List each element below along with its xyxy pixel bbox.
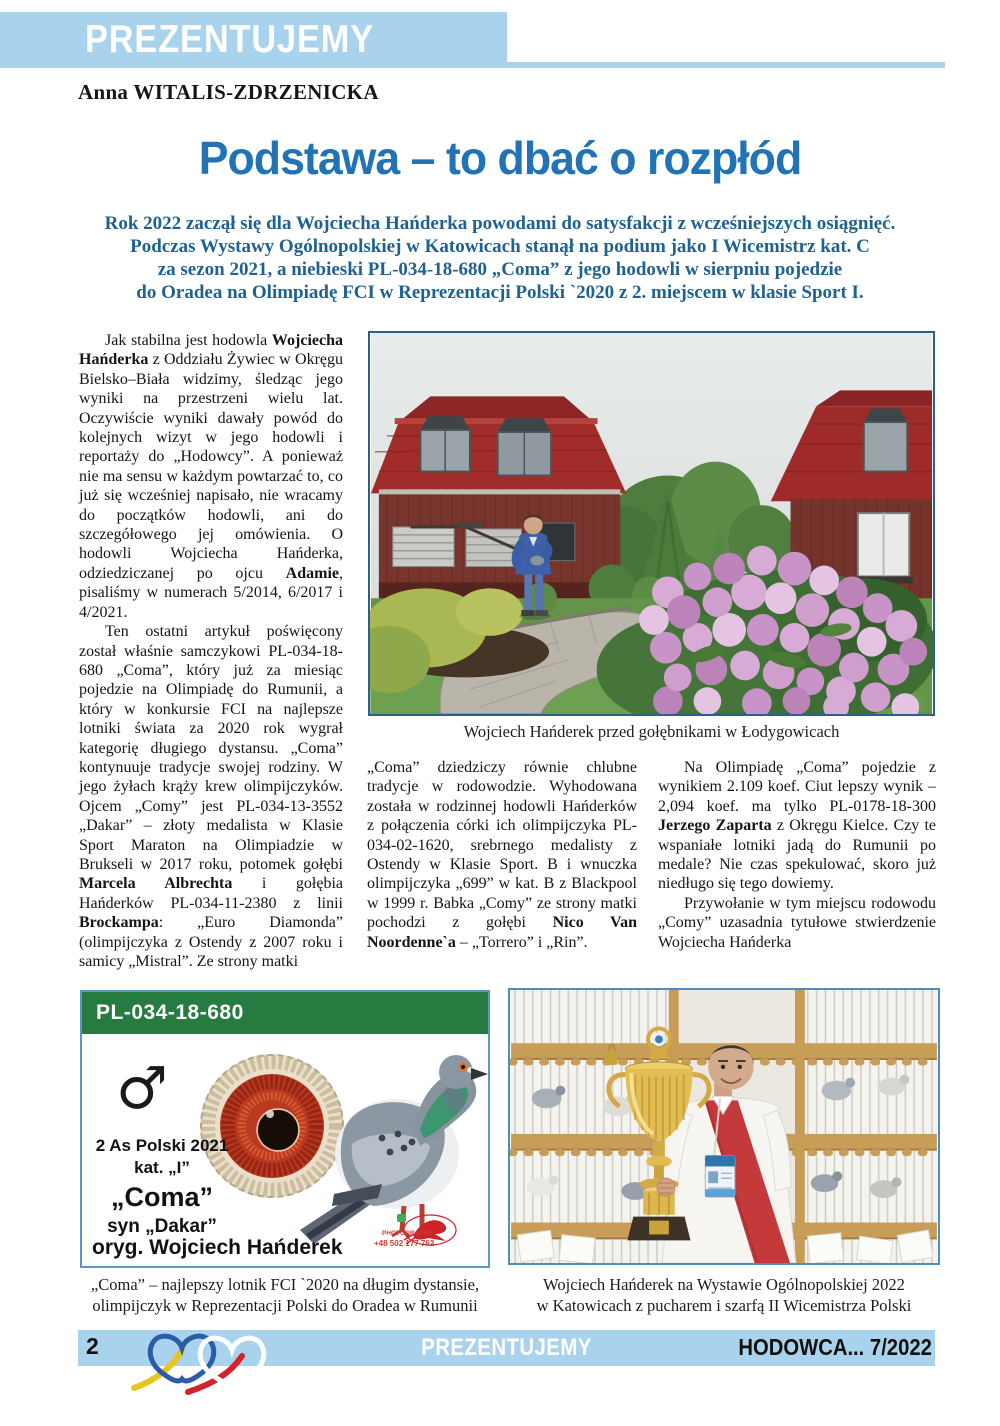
card-photo-credit-line-1: PHOTOGRAPHY — [382, 1230, 433, 1237]
body-paragraph: Przywołanie w tym miejscu rodowodu „Comy” uzasadnia tytułowe stwierdzenie Wojciecha Hańderka — [658, 894, 936, 951]
card-ring-number: PL-034-18-680 — [96, 1001, 244, 1024]
card-parentage: syn „Dakar” — [107, 1216, 217, 1237]
article-title: Podstawa – to dbać o rozpłód — [198, 132, 802, 184]
lofts-photo-caption: Wojciech Hańderek przed gołębnikami w Łodygowicach — [463, 722, 840, 741]
card-photo-credit-line-2: +48 502 177 762 — [374, 1239, 435, 1248]
card-origin: oryg. Wojciech Hańderek — [92, 1236, 343, 1259]
article-column-3 — [658, 758, 936, 952]
lofts-photo — [368, 331, 935, 716]
trophy-photo — [508, 988, 940, 1265]
lead-line: za sezon 2021, a niebieski PL-034-18-680 „Coma” z jego hodowli w sierpniu pojedzie — [157, 259, 843, 280]
body-paragraph: Na Olimpiadę „Coma” pojedzie z wynikiem 2.109 koef. Ciut lepszy wynik – 2,094 koef. ma tylko PL-0178-18-300 Jerzego Zaparta z Okręgu Kielce. Czy te wspaniałe lotniki jadą do Rumunii po medale? Nie czas spekulować, skoro już niedługo się tego dowiemy. — [658, 759, 937, 893]
card-body — [82, 1034, 488, 1266]
body-paragraph: „Coma” dziedziczy równie chlubne tradycje w rodowodzie. Wyhodowana została w rodzinnej hodowli Hańderków z połączenia córki ich olimpijczyka PL-034-02-1620, srebrnego medalisty z Ostendy w Klasie Sport. B i wnuczka olimpijczyka „699” w kat. B z Blackpool w 1999 r. Babka „Comy” ze strony matki pochodzi z gołębi Nico Van Noordenne`a – „Torrero” i „Rin”. — [367, 759, 638, 951]
lead-line: Rok 2022 zaczął się dla Wojciecha Hańderka powodami do satysfakcji z wcześniejszych osiągnięć. — [104, 213, 896, 234]
pedigree-card — [80, 990, 490, 1268]
trophy-caption-line-2: w Katowicach z pucharem i szarfą II Wicemistrza Polski — [536, 1296, 912, 1315]
lofts-photo-illustration — [370, 333, 933, 714]
card-pigeon-name: „Coma” — [110, 1182, 213, 1212]
card-caption-line-1: „Coma” – najlepszy lotnik FCI `2020 na długim dystansie, — [90, 1275, 480, 1294]
trophy-photo-caption — [508, 1274, 940, 1316]
left-loft-building — [371, 396, 626, 608]
lead-line: Podczas Wystawy Ogólnopolskiej w Katowicach stanął na podium jako I Wicemistrz kat. C — [130, 236, 870, 257]
section-label: PREZENTUJEMY — [85, 18, 374, 61]
top-bar-extension — [507, 62, 945, 68]
male-symbol-icon: ♂ — [116, 1054, 168, 1122]
page-number: 2 — [86, 1333, 99, 1359]
trophy-photo-illustration — [510, 990, 938, 1263]
article-column-2 — [367, 758, 637, 952]
author-name: Anna WITALIS-ZDRZENICKA — [78, 80, 379, 104]
card-award-line-1: 2 As Polski 2021 — [95, 1136, 229, 1155]
lead-line: do Oradea na Olimpiadę FCI w Reprezentacji Polski `2020 z 2. miejscem w klasie Sport I. — [136, 282, 864, 303]
card-award-line-2: kat. „I” — [134, 1158, 190, 1177]
card-caption-line-2: olimpijczyk w Reprezentacji Polski do Oradea w Rumunii — [92, 1296, 478, 1315]
lead-paragraph — [0, 212, 1000, 304]
magazine-issue-label: HODOWCA... 7/2022 — [738, 1334, 932, 1360]
card-caption — [70, 1274, 500, 1316]
article-column-1 — [79, 331, 343, 971]
footer-section-label: PREZENTUJEMY — [421, 1334, 592, 1361]
body-paragraph: Ten ostatni artykuł poświęcony został właśnie samczykowi PL-034-18-680 „Coma”, który już za miesiąc pojedzie na Olimpiadę do Rumunii, a który w konkursie FCI na najlepsze lotniki świata za 2020 rok wygrał kategorię długiego dystansu. „Coma” kontynuuje tradycje swojej rodziny. W jego żyłach krąży krew olimpijczyków. Ojcem „Comy” jest PL-034-13-3552 „Dakar” – złoty medalista w Klasie Sport Maraton na Olimpiadzie w Brukseli w 2017 roku, potomek gołębi Marcela Albrechta i gołębia Hańderków PL-034-11-2380 z linii Brockampa: „Euro Diamonda” (olimpijczyka z Ostendy z 2007 roku i samicy „Mistral”. Ze strony matki — [79, 623, 343, 970]
body-paragraph: Jak stabilna jest hodowla Wojciecha Hańderka z Oddziału Żywiec w Okręgu Bielsko–Biała widzimy, śledząc jego wyniki na przestrzeni wielu lat. Oczywiście wyniki dawały powód do kolejnych wizyt w jego hodowli i reportaży do „Hodowcy”. A ponieważ nie ma sensu w każdym powtarzać to, co już się wcześniej napisało, nie wracamy do początków hodowli, ani do szczegółowego jej omówienia. O hodowli Wojciecha Hańderka, odziedziczanej po ojcu Adamie, pisaliśmy w numerach 5/2014, 6/2017 i 4/2021. — [79, 332, 343, 621]
trophy-caption-line-1: Wojciech Hańderek na Wystawie Ogólnopolskiej 2022 — [543, 1275, 905, 1294]
